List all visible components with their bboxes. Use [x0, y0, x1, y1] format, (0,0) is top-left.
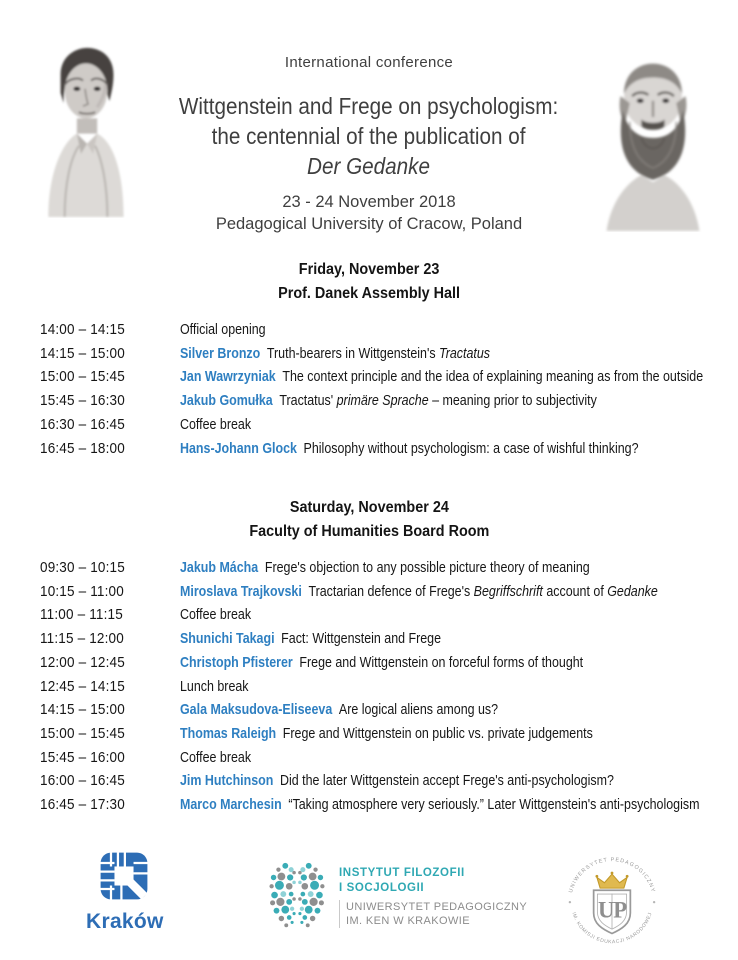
institute-univ-line-1: UNIWERSYTET PEDAGOGICZNY: [346, 901, 528, 913]
seal-arc-bottom: IM. KOMISJI EDUKACJI NARODOWEJ: [570, 911, 654, 946]
talk-title-segment: Tractatus': [279, 392, 337, 410]
institute-univ-line-2: IM. KEN W KRAKOWIE: [346, 915, 470, 927]
session-description: [180, 793, 699, 817]
session-time: 11:00 – 11:15: [40, 606, 123, 624]
talk-title-segment: Frege and Wittgenstein on forceful forms of thought: [299, 653, 584, 671]
talk-title-segment: Truth-bearers in Wittgenstein's: [266, 344, 440, 362]
session-description: [180, 698, 498, 722]
session-row: [40, 746, 738, 770]
institute-text: [339, 866, 527, 928]
conference-label: International conference: [284, 54, 454, 71]
speaker-name: Jan Wawrzyniak: [180, 368, 276, 386]
talk-title-segment: Lunch break: [180, 677, 249, 695]
talk-title-segment: “Taking atmosphere very seriously.” Later Wittgenstein's anti-psychologism: [288, 796, 700, 814]
speaker-name: Jakub Gomułka: [180, 392, 273, 410]
session-description: [180, 580, 658, 604]
speaker-name: Marco Marchesin: [180, 796, 282, 814]
university-seal: [558, 846, 666, 954]
session-time: 16:45 – 18:00: [40, 439, 125, 457]
session-time: 14:00 – 14:15: [40, 321, 125, 338]
session-row: [40, 389, 738, 413]
day-section-saturday: [0, 496, 738, 817]
talk-title-segment: Frege and Wittgenstein on public vs. private judgements: [282, 724, 593, 742]
day-name: Saturday, November 24: [289, 499, 449, 516]
seal-arc-top: UNIWERSYTET PEDAGOGICZNY: [568, 857, 656, 894]
day-location: Faculty of Humanities Board Room: [248, 523, 490, 540]
brain-dots-icon: [263, 856, 331, 938]
session-description: [180, 437, 639, 461]
session-row: [40, 793, 738, 817]
session-row: [40, 580, 738, 604]
speaker-name: Miroslava Trajkovski: [180, 582, 302, 600]
speaker-name: Thomas Raleigh: [180, 724, 277, 742]
session-time: 16:45 – 17:30: [40, 796, 125, 814]
session-list: [0, 318, 738, 460]
session-description: [180, 389, 597, 413]
session-row: [40, 342, 738, 366]
talk-title-segment: Begriffschrift: [473, 582, 543, 600]
session-list: [0, 556, 738, 817]
session-description: [180, 627, 441, 651]
session-row: [40, 318, 738, 342]
talk-title-segment: Coffee break: [180, 748, 252, 766]
session-description: [180, 413, 251, 437]
day-location: Prof. Danek Assembly Hall: [278, 285, 460, 302]
session-time: 10:15 – 11:00: [40, 582, 124, 600]
session-row: [40, 413, 738, 437]
speaker-name: Jakub Mácha: [180, 559, 259, 576]
session-time: 12:00 – 12:45: [40, 653, 125, 671]
session-time: 11:15 – 12:00: [40, 630, 124, 648]
speaker-name: Silver Bronzo: [180, 344, 261, 362]
speaker-name: Gala Maksudova-Eliseeva: [180, 701, 333, 719]
institute-logo: [263, 856, 527, 938]
krakow-tile-icon: [98, 850, 150, 902]
seal-separator-left: [569, 901, 571, 903]
talk-title-segment: Coffee break: [180, 415, 252, 433]
talk-title-segment: Tractatus: [439, 344, 490, 362]
talk-title-segment: account of: [542, 582, 608, 600]
session-description: [180, 365, 703, 389]
session-time: 16:30 – 16:45: [40, 415, 125, 433]
session-time: 15:00 – 15:45: [40, 368, 125, 386]
session-time: 09:30 – 10:15: [40, 559, 125, 576]
session-description: [180, 746, 251, 770]
session-row: [40, 627, 738, 651]
session-description: [180, 722, 593, 746]
session-row: [40, 603, 738, 627]
session-time: 15:45 – 16:00: [40, 748, 125, 766]
session-time: 12:45 – 14:15: [40, 677, 125, 695]
poster-header: [0, 54, 738, 235]
title-line-2: the centennial of the publication of: [212, 123, 526, 149]
talk-title-segment: – meaning prior to subjectivity: [428, 392, 597, 410]
talk-title-segment: Tractarian defence of Frege's: [308, 582, 474, 600]
talk-title-segment: Coffee break: [180, 606, 252, 624]
day-section-friday: [0, 258, 738, 460]
session-time: 14:15 – 15:00: [40, 701, 125, 719]
session-row: [40, 722, 738, 746]
day-heading: [0, 496, 738, 544]
talk-title-segment: Philosophy without psychologism: a case of wishful thinking?: [303, 439, 639, 457]
session-row: [40, 675, 738, 699]
conference-title: [179, 91, 558, 181]
session-description: [180, 603, 251, 627]
title-line-1: Wittgenstein and Frege on psychologism:: [179, 93, 559, 119]
session-time: 14:15 – 15:00: [40, 344, 125, 362]
talk-title-segment: Official opening: [180, 321, 266, 338]
seal-separator-right: [653, 901, 655, 903]
conference-dates: 23 - 24 November 2018: [282, 193, 456, 211]
session-row: [40, 437, 738, 461]
session-description: [180, 556, 590, 580]
session-row: [40, 365, 738, 389]
institute-name-line-1: INSTYTUT FILOZOFII: [339, 867, 465, 879]
session-description: [180, 769, 614, 793]
speaker-name: Jim Hutchinson: [180, 772, 274, 790]
session-description: [180, 651, 583, 675]
session-description: [180, 318, 266, 342]
session-row: [40, 769, 738, 793]
day-name: Friday, November 23: [298, 261, 440, 278]
session-time: 15:45 – 16:30: [40, 392, 125, 410]
seal-monogram: UP: [597, 897, 627, 923]
conference-venue: Pedagogical University of Cracow, Poland: [215, 215, 523, 233]
speaker-name: Hans-Johann Glock: [180, 439, 297, 457]
session-time: 15:00 – 15:45: [40, 724, 125, 742]
title-line-3: Der Gedanke: [307, 153, 431, 179]
krakow-logo: [86, 850, 162, 934]
talk-title-segment: Did the later Wittgenstein accept Frege's anti-psychologism?: [280, 772, 614, 790]
talk-title-segment: Fact: Wittgenstein and Frege: [281, 630, 442, 648]
session-time: 16:00 – 16:45: [40, 772, 125, 790]
institute-name-line-2: I SOCJOLOGII: [339, 881, 425, 894]
talk-title-segment: The context principle and the idea of explaining meaning as from the outside: [282, 368, 704, 386]
session-description: [180, 675, 249, 699]
talk-title-segment: Frege's objection to any possible picture theory of meaning: [264, 559, 590, 576]
talk-title-segment: primäre Sprache: [336, 392, 429, 410]
shield-book-icon: [594, 890, 631, 933]
session-row: [40, 556, 738, 580]
talk-title-segment: Are logical aliens among us?: [338, 701, 499, 719]
session-row: [40, 698, 738, 722]
talk-title-segment: Gedanke: [607, 582, 658, 600]
crown-icon: [595, 872, 628, 889]
krakow-wordmark: Kraków: [86, 910, 164, 933]
session-description: [180, 342, 490, 366]
speaker-name: Christoph Pfisterer: [180, 653, 293, 671]
day-heading: [0, 258, 738, 306]
speaker-name: Shunichi Takagi: [180, 630, 275, 648]
session-row: [40, 651, 738, 675]
